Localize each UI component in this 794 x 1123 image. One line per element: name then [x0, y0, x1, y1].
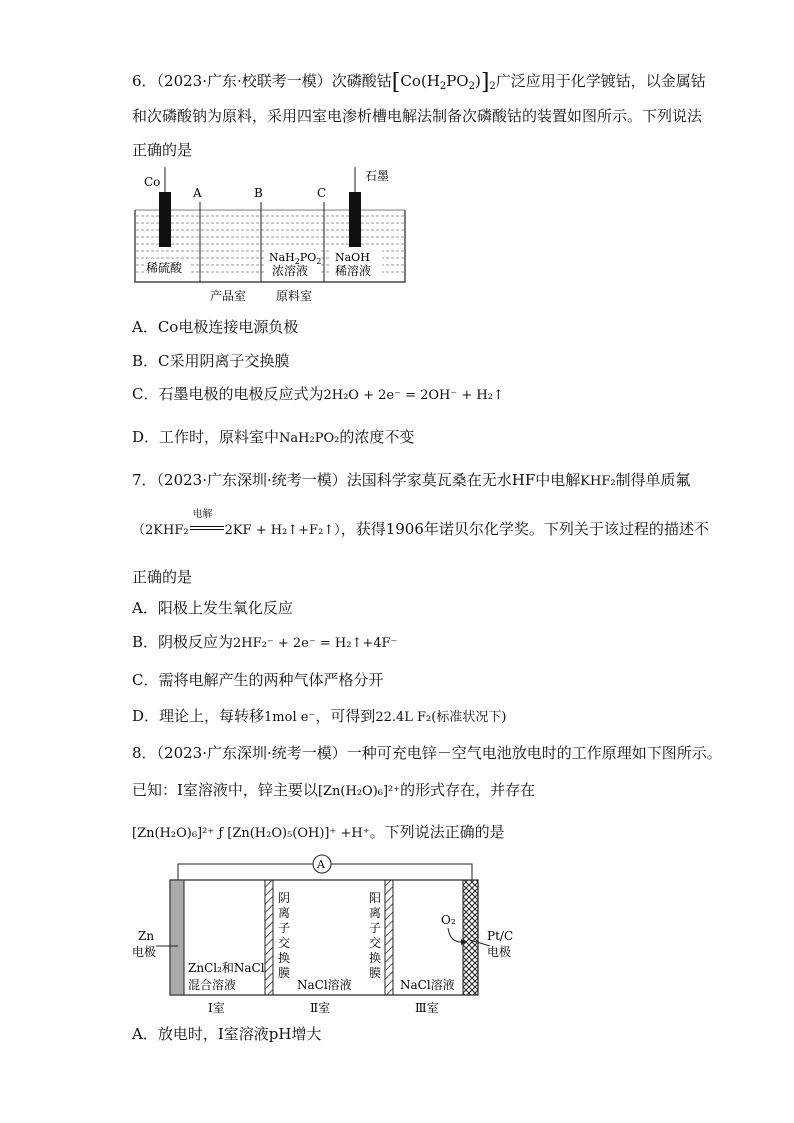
room2-label: Ⅱ室	[310, 1001, 331, 1015]
room1-solution: ZnCl₂和NaCl	[188, 961, 265, 975]
q7-option-d: D．理论上，每转移1mol e⁻，可得到22.4L F₂(标准状况下)	[132, 707, 507, 725]
room3-label: Ⅲ室	[415, 1001, 439, 1015]
svg-text:离: 离	[369, 906, 382, 920]
dilute-solution-label: 稀溶液	[335, 264, 372, 278]
q7-line2: （2KHF₂ 电解 2KF + H₂↑+F₂↑），获得1906年诺贝尔化学奖。下列关于该过程的描述不	[132, 509, 709, 538]
svg-text:子: 子	[278, 921, 291, 935]
concentrated-solution-label: 浓溶液	[272, 264, 309, 278]
svg-text:交: 交	[369, 936, 382, 950]
ptc-electrode	[463, 880, 478, 995]
svg-text:子: 子	[369, 921, 382, 935]
svg-text:膜: 膜	[278, 966, 291, 980]
cation-membrane	[385, 880, 393, 995]
q7-option-b: B．阴极反应为2HF₂⁻ + 2e⁻ = H₂↑+4F⁻	[132, 633, 398, 651]
q7-line3: 正确的是	[132, 568, 193, 586]
room3-solution: NaCl溶液	[400, 978, 455, 992]
svg-text:阳: 阳	[369, 891, 382, 905]
q6-option-d: D．工作时，原料室中NaH₂PO₂的浓度不变	[132, 428, 415, 446]
membrane-b-label: B	[254, 186, 263, 200]
dilute-acid-label: 稀硫酸	[146, 261, 183, 275]
zn-label: Zn	[138, 929, 155, 943]
ammeter-label: A	[317, 858, 325, 871]
q8-line2: 已知：Ⅰ室溶液中，锌主要以[Zn(H₂O)₆]²⁺的形式存在，并存在	[132, 781, 536, 799]
svg-text:换: 换	[369, 951, 382, 965]
ptc-label: Pt/C	[487, 929, 514, 943]
room1-solution-mix: 混合溶液	[188, 978, 237, 992]
svg-text:离: 离	[278, 906, 291, 920]
q6-line2: 和次磷酸钠为原料，采用四室电渗析槽电解法制备次磷酸钴的装置如图所示。下列说法	[132, 107, 703, 125]
o2-label: O₂	[441, 913, 456, 927]
svg-text:换: 换	[278, 951, 291, 965]
room2-solution: NaCl溶液	[297, 978, 352, 992]
q6-formula: $[Co(H_2PO_2)]_2$	[391, 70, 496, 95]
anion-membrane-label	[278, 891, 290, 980]
graphite-label: 石墨	[365, 169, 390, 183]
electrolysis-arrow: 电解	[189, 519, 225, 539]
co-electrode	[159, 192, 171, 247]
q7-option-a: A．阳极上发生氧化反应	[132, 599, 293, 617]
graphite-electrode	[349, 192, 361, 247]
room1-label: Ⅰ室	[208, 1001, 225, 1015]
membrane-c-label: C	[317, 186, 327, 200]
ptc-electrode-label: 电极	[487, 945, 512, 959]
svg-text:膜: 膜	[369, 966, 382, 980]
q7-option-c: C．需将电解产生的两种气体严格分开	[132, 671, 384, 689]
q8-battery-figure	[130, 852, 530, 1024]
q6-option-c: C．石墨电极的电极反应式为2H₂O + 2e⁻ = 2OH⁻ + H₂↑	[132, 385, 504, 403]
svg-text:交: 交	[278, 936, 291, 950]
q8-line3: [Zn(H₂O)₆]²⁺ ƒ [Zn(H₂O)₅(OH)]⁺ +H⁺。下列说法正确的是	[132, 823, 505, 841]
membrane-a-label: A	[193, 186, 202, 200]
q8-line1: 8．（2023·广东深圳·统考一模）一种可充电锌－空气电池放电时的工作原理如下图所示。	[132, 744, 722, 762]
product-room-label: 产品室	[210, 289, 247, 303]
raw-room-label: 原料室	[276, 289, 313, 303]
nah2po2-label: $NaH_2PO_2$	[269, 251, 322, 266]
naoh-label: NaOH	[335, 251, 370, 264]
co-label: Co	[144, 175, 161, 189]
zn-electrode-label: 电极	[132, 945, 157, 959]
q6-electrolysis-figure	[130, 162, 410, 311]
q7-line1: 7．（2023·广东深圳·统考一模）法国科学家莫瓦桑在无水HF中电解KHF₂制得单质氟	[132, 471, 691, 489]
cation-membrane-label	[369, 891, 381, 980]
q8-option-a: A．放电时，Ⅰ室溶液pH增大	[132, 1025, 322, 1043]
q6-option-b: B．C采用阴离子交换膜	[132, 352, 290, 370]
q6-option-a: A．Co电极连接电源负极	[132, 318, 299, 336]
q6-line3: 正确的是	[132, 141, 193, 159]
svg-text:阴: 阴	[278, 891, 291, 905]
anion-membrane	[265, 880, 273, 995]
zn-electrode	[170, 880, 184, 995]
q6-line1: 6．（2023·广东·校联考一模）次磷酸钴$[Co(H_2PO_2)]_2$广泛应用于化学镀钴，以金属钴	[132, 70, 706, 95]
